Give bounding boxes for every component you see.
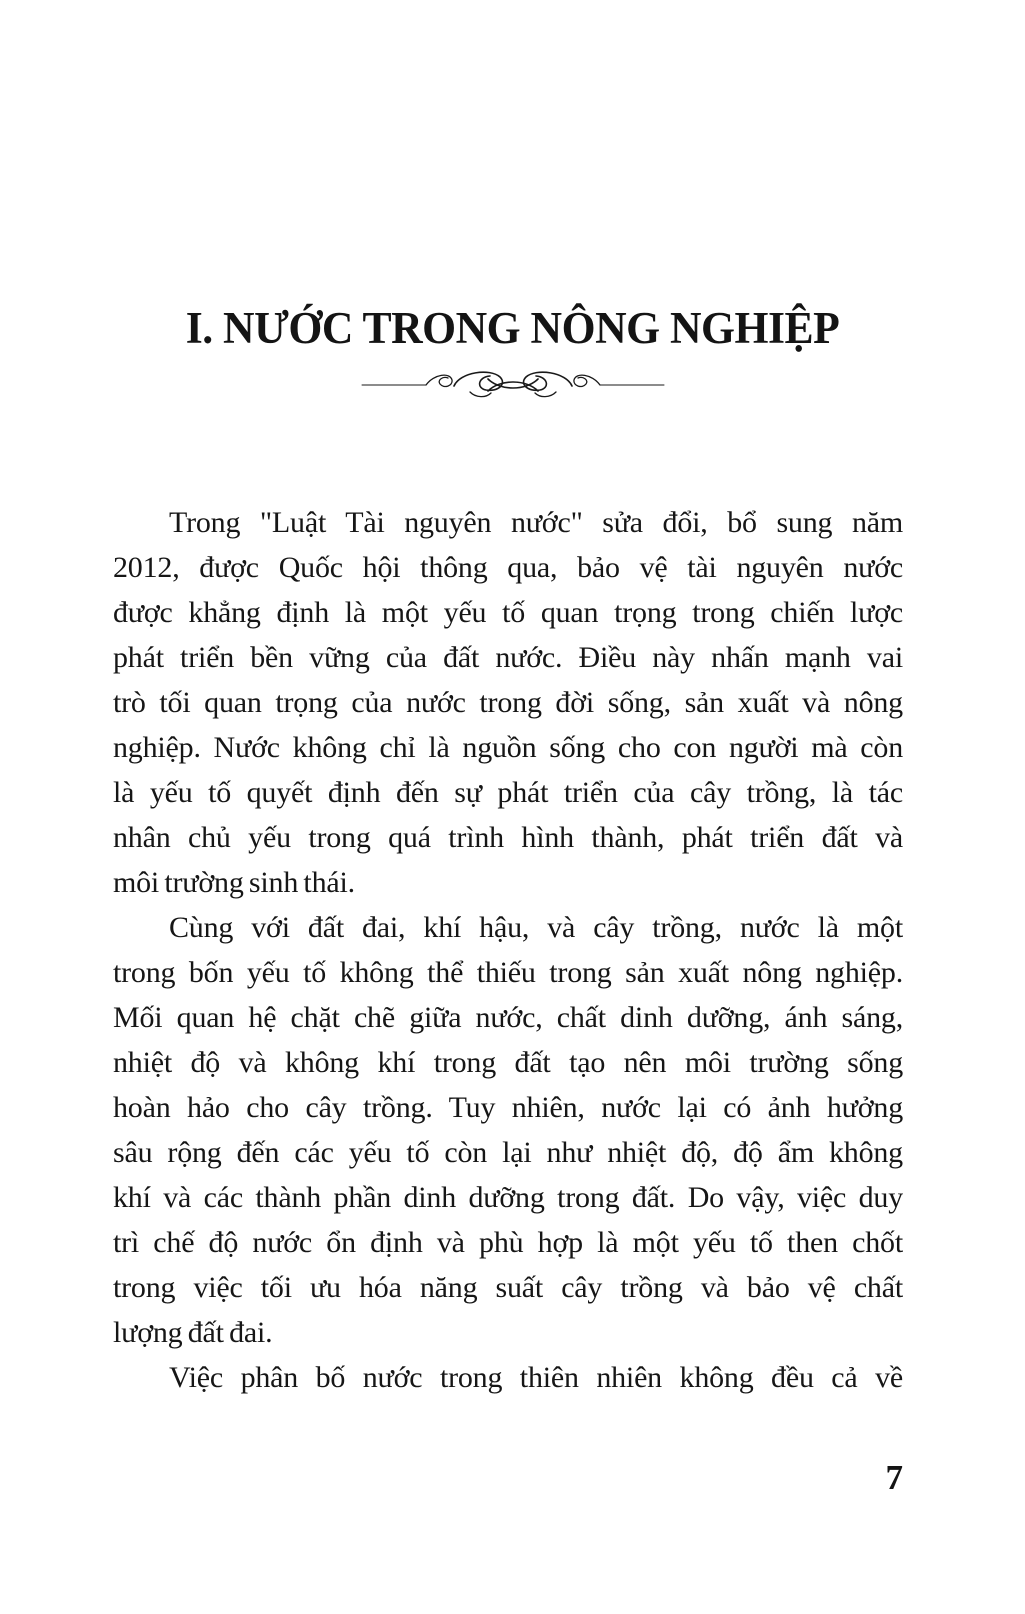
paragraph (113, 1355, 903, 1400)
text-line: phát triển bền vững của đất nước. Điều này nhấn mạnh vai (113, 641, 903, 674)
text-line: trì chế độ nước ổn định và phù hợp là một yếu tố then chốt (113, 1226, 903, 1259)
text-line: lượng đất đai. (113, 1316, 273, 1349)
text-line: là yếu tố quyết định đến sự phát triển của cây trồng, là tác (113, 776, 903, 809)
flourish-icon (360, 364, 666, 404)
text-line: Cùng với đất đai, khí hậu, và cây trồng, nước là một (169, 911, 903, 944)
text-line: Việc phân bố nước trong thiên nhiên không đều cả về (169, 1361, 903, 1394)
text-line: nghiệp. Nước không chỉ là nguồn sống cho con người mà còn (113, 731, 903, 764)
text-line: nhiệt độ và không khí trong đất tạo nên môi trường sống (113, 1046, 903, 1079)
page-number: 7 (885, 1458, 903, 1497)
text-line: Mối quan hệ chặt chẽ giữa nước, chất dinh dưỡng, ánh sáng, (113, 1001, 903, 1034)
text-line: trong việc tối ưu hóa năng suất cây trồng và bảo vệ chất (113, 1271, 903, 1304)
text-line: nhân chủ yếu trong quá trình hình thành, phát triển đất và (113, 821, 903, 854)
paragraph (113, 905, 903, 1355)
text-line: trong bốn yếu tố không thể thiếu trong sản xuất nông nghiệp. (113, 956, 903, 989)
text-line: sâu rộng đến các yếu tố còn lại như nhiệt độ, độ ẩm không (113, 1136, 903, 1169)
text-line: Trong "Luật Tài nguyên nước" sửa đổi, bổ sung năm (169, 506, 903, 539)
text-line: trò tối quan trọng của nước trong đời sống, sản xuất và nông (113, 686, 903, 719)
text-line: hoàn hảo cho cây trồng. Tuy nhiên, nước lại có ảnh hưởng (113, 1091, 903, 1124)
chapter-title: I. NƯỚC TRONG NÔNG NGHIỆP (185, 303, 840, 353)
paragraph (113, 500, 903, 905)
text-line: 2012, được Quốc hội thông qua, bảo vệ tài nguyên nước (113, 551, 903, 584)
ornament-divider (0, 364, 1025, 404)
body-text (113, 500, 903, 1400)
text-line: môi trường sinh thái. (113, 866, 355, 899)
text-line: được khẳng định là một yếu tố quan trọng trong chiến lược (113, 596, 903, 629)
text-line: khí và các thành phần dinh dưỡng trong đất. Do vậy, việc duy (113, 1181, 903, 1214)
